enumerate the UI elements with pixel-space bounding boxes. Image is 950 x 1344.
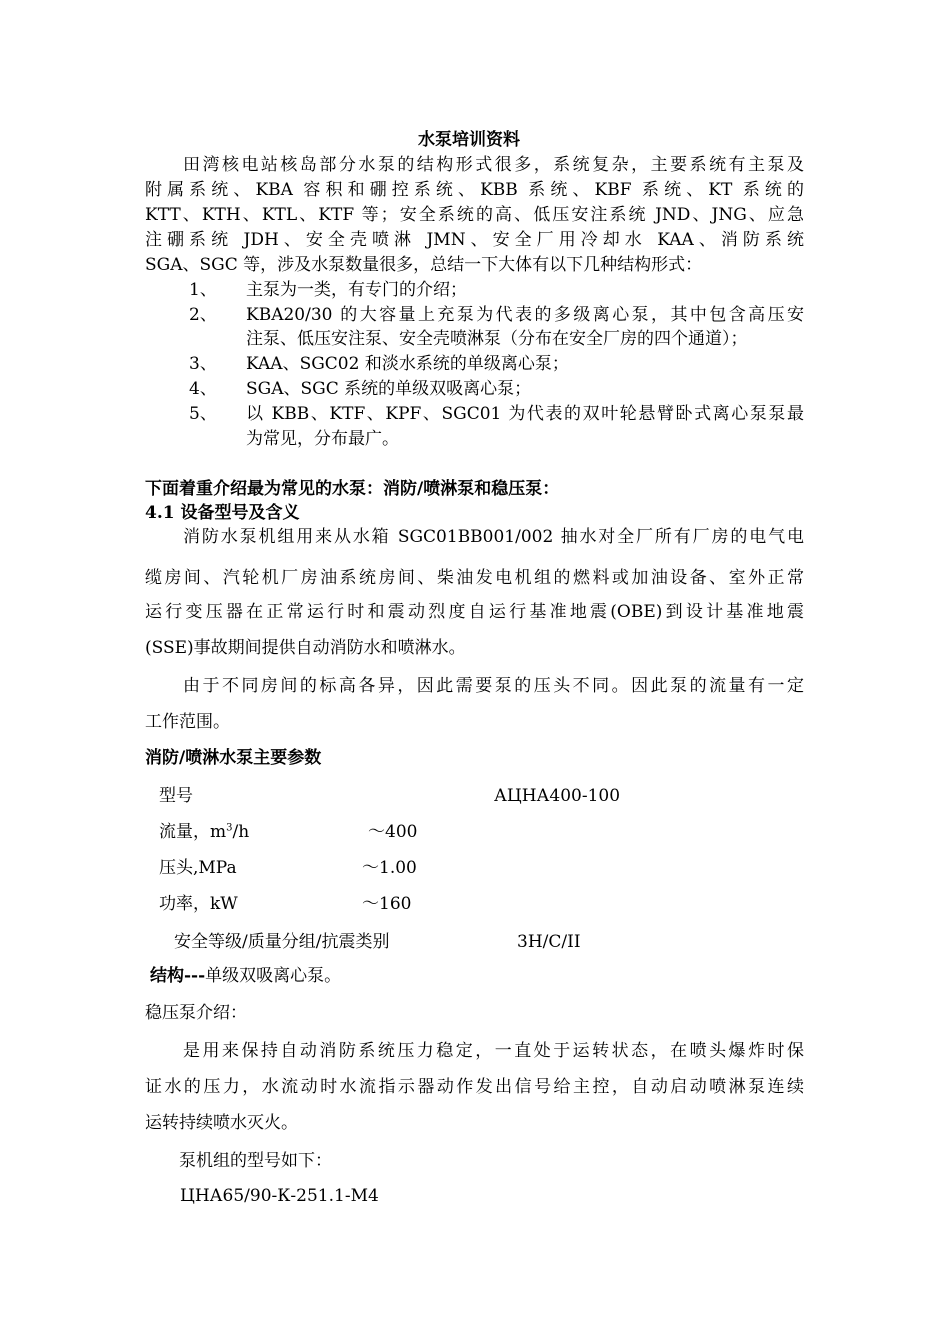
list-num-1: 1、 — [189, 280, 217, 300]
param-model-value: АЦНА400-100 — [494, 786, 621, 806]
structure-label: 结构--- — [150, 966, 206, 986]
document-title: 水泵培训资料 — [418, 130, 520, 150]
list-item-2-line-1: KBA20/30 的大容量上充泵为代表的多级离心泵，其中包含高压安 — [246, 305, 804, 325]
list-item-1: 主泵为一类，有专门的介绍； — [246, 280, 467, 300]
param-flow-label-unit: /h — [232, 822, 250, 842]
param-flow-label-text: 流量，m — [159, 822, 227, 842]
unit-model-value: ЦНА65/90-К-251.1-М4 — [180, 1186, 379, 1206]
stab-heading: 稳压泵介绍： — [145, 1003, 247, 1023]
list-item-4: SGA、SGC 系统的单级双吸离心泵； — [246, 379, 532, 399]
param-class-value: 3Н/С/II — [517, 932, 581, 952]
list-item-2-line-2: 注泵、低压安注泵、安全壳喷淋泵（分布在安全厂房的四个通道）； — [246, 329, 748, 349]
intro-line-5: SGA、SGC 等，涉及水泵数量很多，总结一下大体有以下几种结构形式： — [145, 255, 703, 275]
param-flow-value: ～400 — [368, 822, 418, 842]
params-heading: 消防/喷淋水泵主要参数 — [145, 748, 322, 768]
heading-focus: 下面着重介绍最为常见的水泵：消防/喷淋泵和稳压泵： — [145, 479, 560, 499]
param-power-label: 功率，kW — [159, 894, 238, 914]
list-num-3: 3、 — [189, 354, 217, 374]
param-head-value: ～1.00 — [362, 858, 417, 878]
list-num-2: 2、 — [189, 305, 217, 325]
param-model-label: 型号 — [159, 786, 193, 806]
param-head-label: 压头,MPa — [159, 858, 237, 878]
fire-para-line-1: 消防水泵机组用来从水箱 SGC01BB001/002 抽水对全厂所有厂房的电气电 — [183, 527, 804, 547]
intro-line-1: 田湾核电站核岛部分水泵的结构形式很多，系统复杂，主要系统有主泵及 — [183, 155, 804, 175]
stab-para-line-2: 证水的压力，水流动时水流指示器动作发出信号给主控，自动启动喷淋泵连续 — [145, 1077, 804, 1097]
list-item-5-line-1: 以 KBB、KTF、KPF、SGC01 为代表的双叶轮悬臂卧式离心泵泵最 — [246, 404, 804, 424]
stab-para-line-3: 运转持续喷水灭火。 — [145, 1113, 298, 1133]
list-item-3: KAA、SGC02 和淡水系统的单级离心泵； — [246, 354, 569, 374]
list-num-5: 5、 — [189, 404, 217, 424]
heading-section-4-1: 4.1 设备型号及含义 — [145, 503, 300, 523]
stab-para-line-1: 是用来保持自动消防系统压力稳定，一直处于运转状态，在喷头爆炸时保 — [183, 1041, 804, 1061]
intro-line-2: 附属系统、KBA 容积和硼控系统、KBB 系统、KBF 系统、KT 系统的 — [145, 180, 804, 200]
fire-para-line-2: 缆房间、汽轮机厂房油系统房间、柴油发电机组的燃料或加油设备、室外正常 — [145, 568, 804, 588]
param-class-label: 安全等级/质量分组/抗震类别 — [174, 932, 390, 952]
structure-text: 单级双吸离心泵。 — [205, 966, 342, 986]
list-item-5-line-2: 为常见，分布最广。 — [246, 429, 399, 449]
intro-line-3: KTT、KTH、KTL、KTF 等；安全系统的高、低压安注系统 JND、JNG、应急 — [145, 205, 804, 225]
structure-line — [150, 964, 341, 988]
fire-para-line-4: (SSE)事故期间提供自动消防水和喷淋水。 — [145, 638, 466, 658]
param-flow-label — [159, 820, 249, 844]
unit-model-label: 泵机组的型号如下： — [179, 1151, 332, 1171]
intro-line-4: 注硼系统 JDH、安全壳喷淋 JMN、安全厂用冷却水 KAA、消防系统 — [145, 230, 804, 250]
param-power-value: ～160 — [362, 894, 412, 914]
list-num-4: 4、 — [189, 379, 217, 399]
height-para-line-1: 由于不同房间的标高各异，因此需要泵的压头不同。因此泵的流量有一定 — [183, 676, 804, 696]
fire-para-line-3: 运行变压器在正常运行时和震动烈度自运行基准地震(OBE)到设计基准地震 — [145, 602, 804, 622]
param-flow-label-sup: 3 — [226, 822, 233, 834]
height-para-line-2: 工作范围。 — [145, 712, 230, 732]
